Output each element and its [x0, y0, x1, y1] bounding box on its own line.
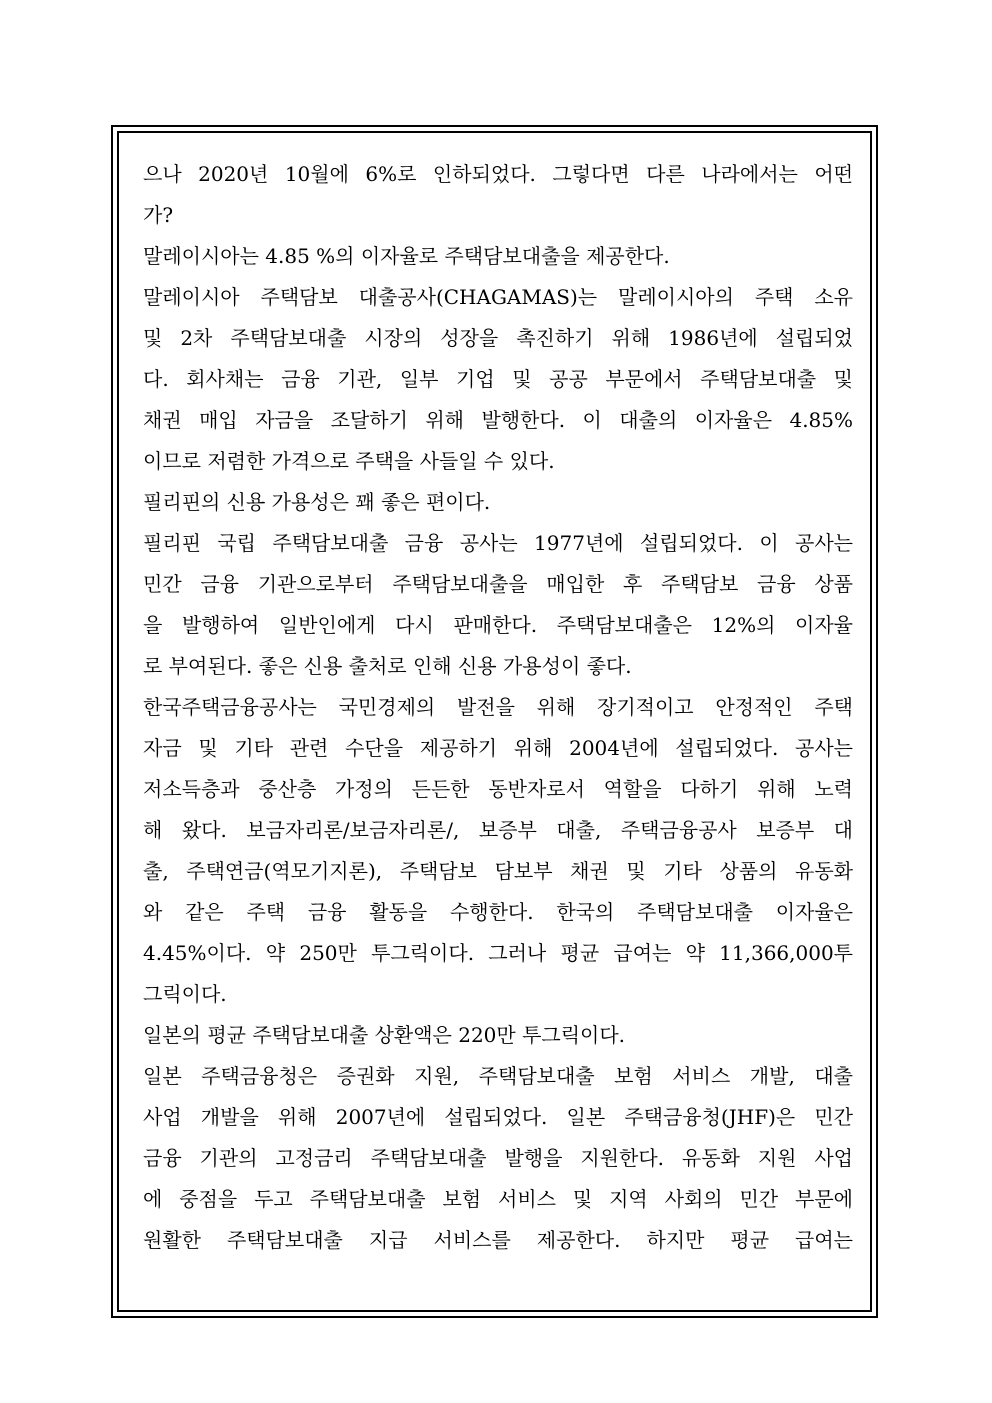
text-line: 일본 주택금융청은 증권화 지원, 주택담보대출 보험 서비스 개발, 대출 — [143, 1064, 853, 1088]
text-line: 저소득층과 중산층 가정의 든든한 동반자로서 역할을 다하기 위해 노력 — [143, 777, 853, 801]
text-line: 원활한 주택담보대출 지급 서비스를 제공한다. 하지만 평균 급여는 — [143, 1228, 853, 1252]
text-line: 일본의 평균 주택담보대출 상환액은 220만 투그릭이다. — [143, 1023, 626, 1047]
text-line: 에 중점을 두고 주택담보대출 보험 서비스 및 지역 사회의 민간 부문에 — [143, 1187, 853, 1211]
text-line: 가? — [143, 203, 174, 227]
text-line: 다. 회사채는 금융 기관, 일부 기업 및 공공 부문에서 주택담보대출 및 — [143, 367, 853, 391]
text-line: 한국주택금융공사는 국민경제의 발전을 위해 장기적이고 안정적인 주택 — [143, 695, 853, 719]
text-line: 을 발행하여 일반인에게 다시 판매한다. 주택담보대출은 12%의 이자율 — [143, 613, 853, 637]
text-line: 필리핀의 신용 가용성은 꽤 좋은 편이다. — [143, 490, 491, 514]
document-body — [143, 154, 853, 1261]
text-line: 금융 기관의 고정금리 주택담보대출 발행을 지원한다. 유동화 지원 사업 — [143, 1146, 853, 1170]
text-line: 사업 개발을 위해 2007년에 설립되었다. 일본 주택금융청(JHF)은 민간 — [143, 1105, 853, 1129]
text-line: 로 부여된다. 좋은 신용 출처로 인해 신용 가용성이 좋다. — [143, 654, 632, 678]
text-line: 말레이시아는 4.85 %의 이자율로 주택담보대출을 제공한다. — [143, 244, 670, 268]
text-line: 민간 금융 기관으로부터 주택담보대출을 매입한 후 주택담보 금융 상품 — [143, 572, 853, 596]
text-line: 그릭이다. — [143, 982, 227, 1006]
text-line: 말레이시아 주택담보 대출공사(CHAGAMAS)는 말레이시아의 주택 소유 — [143, 285, 853, 309]
text-line: 와 같은 주택 금융 활동을 수행한다. 한국의 주택담보대출 이자율은 — [143, 900, 853, 924]
text-line: 및 2차 주택담보대출 시장의 성장을 촉진하기 위해 1986년에 설립되었 — [143, 326, 853, 350]
text-line: 이므로 저렴한 가격으로 주택을 사들일 수 있다. — [143, 449, 555, 473]
text-line: 4.45%이다. 약 250만 투그릭이다. 그러나 평균 급여는 약 11,366,000투 — [143, 941, 853, 965]
text-line: 출, 주택연금(역모기지론), 주택담보 담보부 채권 및 기타 상품의 유동화 — [143, 859, 853, 883]
text-line: 해 왔다. 보금자리론/보금자리론/, 보증부 대출, 주택금융공사 보증부 대 — [143, 818, 853, 842]
text-line: 자금 및 기타 관련 수단을 제공하기 위해 2004년에 설립되었다. 공사는 — [143, 736, 853, 760]
text-line: 필리핀 국립 주택담보대출 금융 공사는 1977년에 설립되었다. 이 공사는 — [143, 531, 853, 555]
text-line: 으나 2020년 10월에 6%로 인하되었다. 그렇다면 다른 나라에서는 어떤 — [143, 162, 853, 186]
text-line: 채권 매입 자금을 조달하기 위해 발행한다. 이 대출의 이자율은 4.85% — [143, 408, 853, 432]
